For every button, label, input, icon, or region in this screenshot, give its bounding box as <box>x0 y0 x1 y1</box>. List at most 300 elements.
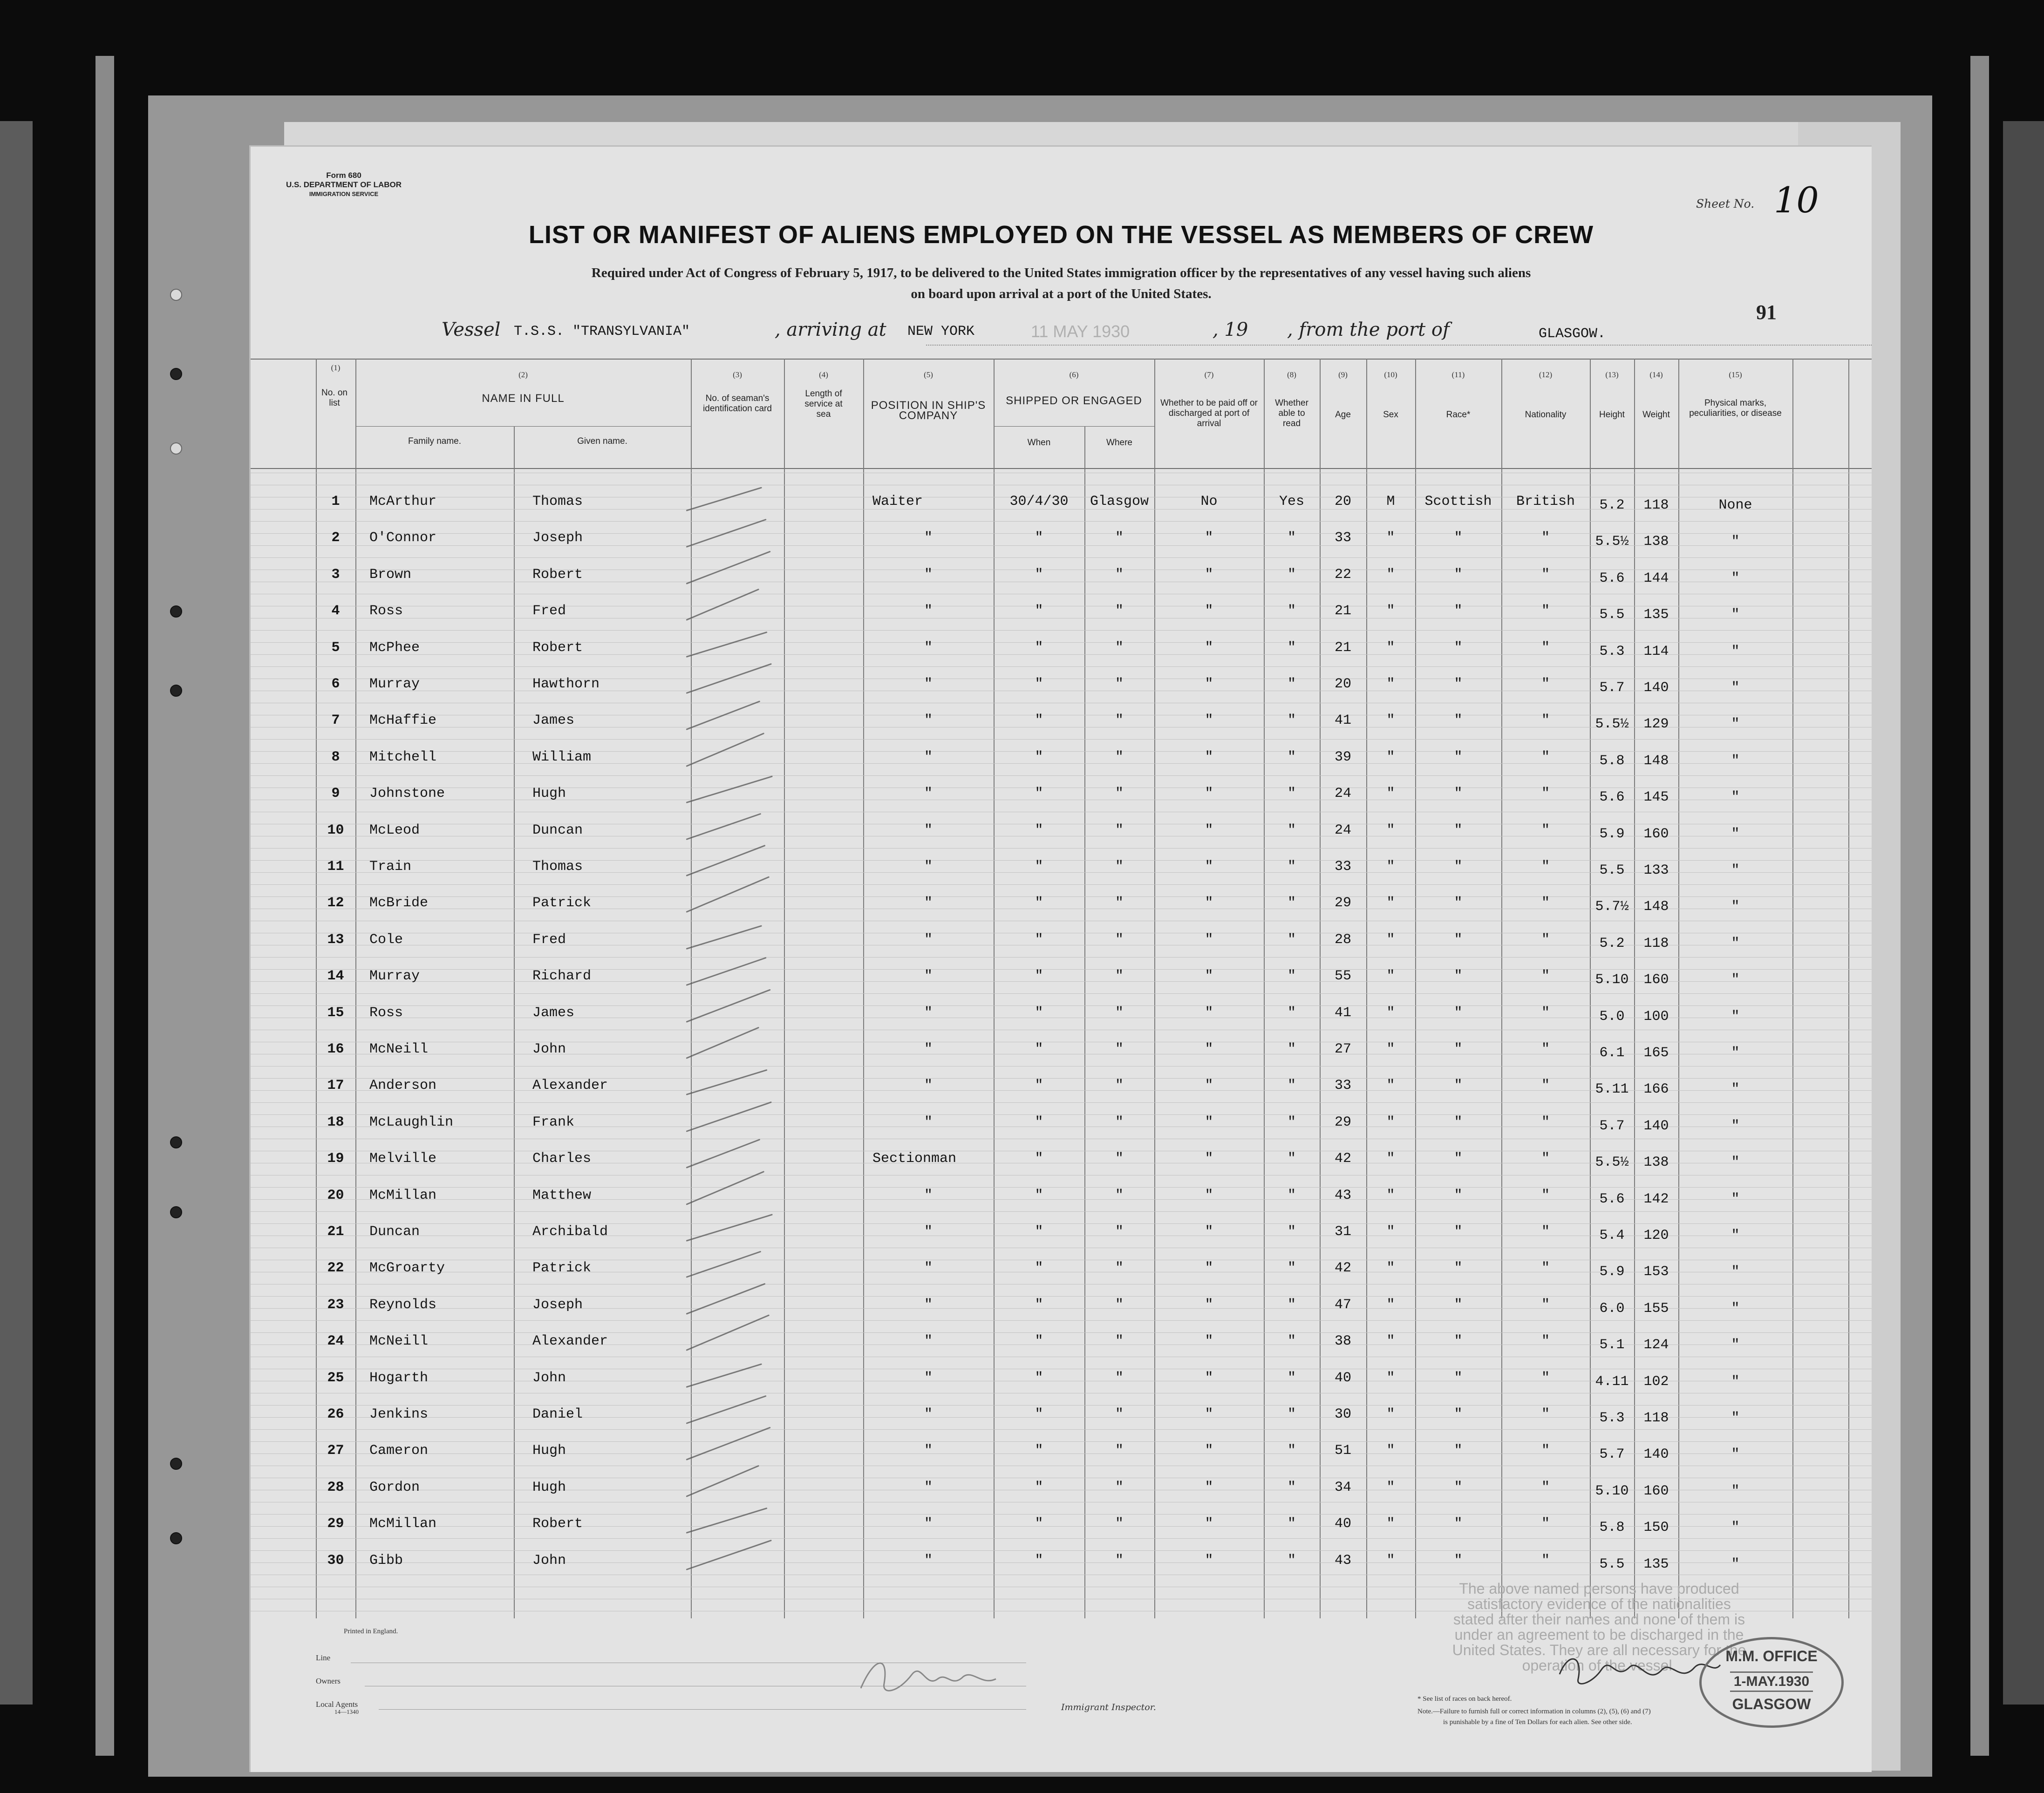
cell-weight: 145 <box>1643 789 1669 806</box>
cell-weight: 120 <box>1643 1228 1669 1243</box>
cell-race: " <box>1454 1260 1463 1277</box>
cell-weight: 140 <box>1643 1118 1669 1134</box>
cell-weight: 114 <box>1643 643 1669 659</box>
cell-race: " <box>1454 1406 1463 1422</box>
cell-family: Ross <box>369 603 403 619</box>
cell-given: John <box>532 1370 566 1386</box>
cell-when: " <box>1035 1370 1043 1386</box>
cell-when: " <box>1035 603 1043 619</box>
cell-age: 47 <box>1334 1297 1351 1313</box>
cell-nationality: " <box>1541 1041 1550 1057</box>
manifest-sheet <box>249 145 1872 1772</box>
cell-race: " <box>1454 1078 1463 1094</box>
cell-when: " <box>1035 1260 1043 1277</box>
cell-no: 11 <box>327 859 344 875</box>
cell-position: " <box>924 1552 933 1569</box>
cell-when: " <box>1035 859 1043 875</box>
cell-read: " <box>1287 1406 1296 1422</box>
cell-sex: " <box>1386 749 1395 765</box>
cell-sex: " <box>1386 786 1395 802</box>
pencil-tick-mark <box>686 1395 767 1424</box>
cell-family: Johnstone <box>369 786 445 802</box>
date-stamp: 11 MAY 1930 <box>1031 322 1130 341</box>
cell-position: " <box>924 1406 933 1422</box>
film-edge-right <box>1970 56 1989 1756</box>
cell-nationality: " <box>1541 1370 1550 1386</box>
sheet-label: Sheet No. <box>1696 197 1755 211</box>
cell-age: 29 <box>1334 895 1351 911</box>
cell-nationality: " <box>1541 859 1550 875</box>
cell-weight: 133 <box>1643 863 1669 878</box>
cell-nationality: " <box>1541 931 1550 948</box>
cell-sex: " <box>1386 1443 1395 1459</box>
cell-sex: " <box>1386 1005 1395 1021</box>
cell-family: Murray <box>369 676 420 692</box>
cell-read: " <box>1287 1370 1296 1386</box>
cell-when: " <box>1035 1443 1043 1459</box>
cell-race: " <box>1454 822 1463 838</box>
subtitle-line-2: on board upon arrival at a port of the United States. <box>911 286 1212 301</box>
ruled-line <box>251 521 1872 522</box>
cell-family: Gibb <box>369 1552 403 1569</box>
cell-nationality: British <box>1516 494 1575 509</box>
fine-note-1: Note.—Failure to furnish full or correct information in columns (2), (5), (6) and (7) <box>1417 1708 1651 1715</box>
cell-paid: " <box>1205 1297 1213 1313</box>
cell-family: Melville <box>369 1151 437 1167</box>
cell-nationality: " <box>1541 1552 1550 1569</box>
cell-age: 22 <box>1334 566 1351 583</box>
cell-given: James <box>532 713 575 729</box>
cell-where: " <box>1115 1078 1124 1094</box>
cell-family: Reynolds <box>369 1297 437 1313</box>
cell-sex: " <box>1386 1333 1395 1350</box>
header-sex: Sex <box>1383 410 1398 420</box>
cell-paid: " <box>1205 1443 1213 1459</box>
cell-where: " <box>1115 1370 1124 1386</box>
cell-age: 43 <box>1334 1552 1351 1569</box>
cell-paid: " <box>1205 676 1213 692</box>
cell-position: " <box>924 931 933 948</box>
cell-nationality: " <box>1541 603 1550 619</box>
cell-family: McMillan <box>369 1516 437 1532</box>
cell-given: John <box>532 1552 566 1569</box>
cell-nationality: " <box>1541 713 1550 729</box>
cell-where: " <box>1115 968 1124 985</box>
binder-hole <box>170 368 182 380</box>
cell-race: " <box>1454 931 1463 948</box>
colnum-5: (5) <box>924 370 933 379</box>
cell-marks: " <box>1731 753 1740 769</box>
cell-nationality: " <box>1541 1260 1550 1277</box>
form-header <box>283 171 404 199</box>
cell-no: 14 <box>327 968 344 985</box>
cell-height: 5.5½ <box>1595 534 1629 550</box>
ruled-line <box>251 1320 1872 1321</box>
ruled-line <box>251 775 1872 776</box>
cell-where: " <box>1115 1552 1124 1569</box>
cell-sex: " <box>1386 1479 1395 1495</box>
cell-family: Jenkins <box>369 1406 429 1422</box>
cell-race: " <box>1454 676 1463 692</box>
cell-where: " <box>1115 1114 1124 1130</box>
cell-weight: 166 <box>1643 1081 1669 1098</box>
cell-given: Hugh <box>532 1479 566 1495</box>
ruled-line <box>251 1405 1872 1406</box>
cell-no: 24 <box>327 1333 344 1350</box>
cell-when: " <box>1035 822 1043 838</box>
cell-marks: " <box>1731 1483 1740 1499</box>
cell-read: " <box>1287 786 1296 802</box>
header-where: Where <box>1106 438 1132 448</box>
cell-marks: " <box>1731 1447 1740 1463</box>
cell-position: Waiter <box>872 494 923 509</box>
cell-given: Robert <box>532 639 583 656</box>
cell-family: Gordon <box>369 1479 420 1495</box>
cell-position: " <box>924 1333 933 1350</box>
ruled-line <box>251 884 1872 885</box>
cell-race: " <box>1454 1333 1463 1350</box>
binder-hole <box>170 1532 182 1544</box>
binder-hole <box>170 442 182 455</box>
header-able-read: Whether able to read <box>1275 398 1308 428</box>
cell-weight: 144 <box>1643 570 1669 586</box>
cell-height: 5.10 <box>1595 1483 1629 1499</box>
cell-given: Frank <box>532 1114 575 1130</box>
department-name: U.S. DEPARTMENT OF LABOR <box>286 180 402 189</box>
cell-where: " <box>1115 822 1124 838</box>
cell-paid: " <box>1205 1552 1213 1569</box>
cell-race: " <box>1454 1187 1463 1203</box>
stamp-office: M.M. OFFICE <box>1725 1648 1818 1664</box>
cell-paid: " <box>1205 1370 1213 1386</box>
cell-age: 40 <box>1334 1516 1351 1532</box>
cell-given: Charles <box>532 1151 592 1167</box>
cell-read: " <box>1287 639 1296 656</box>
cell-family: Anderson <box>369 1078 437 1094</box>
cell-weight: 118 <box>1643 1410 1669 1426</box>
cell-when: " <box>1035 1187 1043 1203</box>
cell-nationality: " <box>1541 786 1550 802</box>
ruled-line <box>251 1441 1872 1442</box>
cell-family: McHaffie <box>369 713 437 729</box>
cell-when: " <box>1035 749 1043 765</box>
cell-where: " <box>1115 1443 1124 1459</box>
cell-paid: " <box>1205 931 1213 948</box>
cell-when: " <box>1035 530 1043 546</box>
ruled-line <box>251 1538 1872 1539</box>
cell-marks: " <box>1731 789 1740 806</box>
header-age: Age <box>1335 410 1351 420</box>
cell-height: 5.7½ <box>1595 899 1629 915</box>
cell-where: " <box>1115 1516 1124 1532</box>
binder-hole <box>170 1136 182 1148</box>
cell-weight: 165 <box>1643 1045 1669 1061</box>
cell-sex: " <box>1386 1151 1395 1167</box>
cell-no: 26 <box>327 1406 344 1422</box>
cell-family: Brown <box>369 566 412 583</box>
cell-height: 5.7 <box>1599 1118 1625 1134</box>
pencil-tick-mark <box>686 733 764 767</box>
cell-age: 21 <box>1334 603 1351 619</box>
cell-when: " <box>1035 1041 1043 1057</box>
colnum-15: (15) <box>1729 370 1742 379</box>
header-when: When <box>1027 438 1051 448</box>
cell-marks: " <box>1731 899 1740 915</box>
cell-family: McLeod <box>369 822 420 838</box>
cell-read: " <box>1287 1479 1296 1495</box>
cell-no: 21 <box>327 1224 344 1240</box>
cell-nationality: " <box>1541 822 1550 838</box>
cell-paid: " <box>1205 859 1213 875</box>
cell-paid: " <box>1205 530 1213 546</box>
cell-read: " <box>1287 859 1296 875</box>
cell-height: 5.3 <box>1599 1410 1625 1426</box>
cell-no: 1 <box>331 494 340 509</box>
cell-marks: " <box>1731 1556 1740 1572</box>
cell-no: 30 <box>327 1552 344 1569</box>
cell-race: " <box>1454 530 1463 546</box>
cell-race: " <box>1454 639 1463 656</box>
cell-when: " <box>1035 1406 1043 1422</box>
cell-read: " <box>1287 713 1296 729</box>
cell-height: 5.5 <box>1599 863 1625 878</box>
ruled-line <box>251 557 1872 558</box>
colnum-12: (12) <box>1539 370 1553 379</box>
cell-race: " <box>1454 1479 1463 1495</box>
cell-paid: " <box>1205 786 1213 802</box>
cell-no: 16 <box>327 1041 344 1057</box>
cell-age: 24 <box>1334 822 1351 838</box>
cell-given: Robert <box>532 1516 583 1532</box>
cell-sex: " <box>1386 1260 1395 1277</box>
stamp-city: GLASGOW <box>1732 1696 1811 1712</box>
cell-read: " <box>1287 566 1296 583</box>
cell-where: " <box>1115 1406 1124 1422</box>
cell-marks: " <box>1731 935 1740 951</box>
agents-label: Local Agents <box>316 1700 358 1709</box>
cell-age: 29 <box>1334 1114 1351 1130</box>
cell-marks: " <box>1731 1008 1740 1025</box>
cell-race: " <box>1454 1443 1463 1459</box>
cell-weight: 153 <box>1643 1264 1669 1280</box>
cell-marks: " <box>1731 1118 1740 1134</box>
cell-given: Robert <box>532 566 583 583</box>
cell-height: 5.3 <box>1599 643 1625 659</box>
binder-hole <box>170 685 182 697</box>
cell-race: " <box>1454 1151 1463 1167</box>
header-family-name: Family name. <box>408 436 462 446</box>
pencil-tick-mark <box>686 1101 772 1132</box>
agents-rule <box>379 1709 1026 1710</box>
cell-race: " <box>1454 1114 1463 1130</box>
cell-where: " <box>1115 1260 1124 1277</box>
binder-hole <box>170 605 182 618</box>
cell-nationality: " <box>1541 1443 1550 1459</box>
cell-given: Joseph <box>532 530 583 546</box>
cell-marks: " <box>1731 643 1740 659</box>
cell-where: " <box>1115 1041 1124 1057</box>
line-label: Line <box>316 1653 331 1662</box>
cell-height: 5.6 <box>1599 1191 1625 1207</box>
cell-paid: " <box>1205 1078 1213 1094</box>
cell-when: " <box>1035 566 1043 583</box>
cell-sex: " <box>1386 676 1395 692</box>
cell-age: 51 <box>1334 1443 1351 1459</box>
cell-no: 19 <box>327 1151 344 1167</box>
cell-weight: 148 <box>1643 753 1669 769</box>
cell-when: " <box>1035 1552 1043 1569</box>
cell-height: 4.11 <box>1595 1373 1629 1390</box>
page-title: LIST OR MANIFEST OF ALIENS EMPLOYED ON THE VESSEL AS MEMBERS OF CREW <box>528 221 1594 249</box>
cell-age: 27 <box>1334 1041 1351 1057</box>
cell-family: McNeill <box>369 1333 429 1350</box>
cell-marks: " <box>1731 570 1740 586</box>
cell-weight: 160 <box>1643 972 1669 988</box>
colnum-6: (6) <box>1069 370 1079 379</box>
cell-age: 41 <box>1334 1005 1351 1021</box>
cell-paid: " <box>1205 749 1213 765</box>
cell-position: " <box>924 968 933 985</box>
cell-height: 5.5½ <box>1595 1155 1629 1171</box>
cell-weight: 140 <box>1643 1447 1669 1463</box>
ruled-line <box>251 1332 1872 1333</box>
cell-nationality: " <box>1541 968 1550 985</box>
certification-stamp: The above named persons have produced satisfactory evidence of the nationalities stated after their names and none of them is under an agreement to be discharged in the United States. They are all necessary for the operation of the vessel. <box>1452 1580 1746 1674</box>
cell-sex: " <box>1386 1516 1395 1532</box>
cell-nationality: " <box>1541 1479 1550 1495</box>
cell-weight: 138 <box>1643 534 1669 550</box>
cell-read: " <box>1287 676 1296 692</box>
inspector-label: Immigrant Inspector. <box>1061 1702 1156 1712</box>
cell-no: 18 <box>327 1114 344 1130</box>
cell-sex: " <box>1386 931 1395 948</box>
table-top-rule <box>251 359 1872 360</box>
cell-sex: " <box>1386 822 1395 838</box>
cell-family: McArthur <box>369 494 437 509</box>
column-divider <box>514 426 515 1618</box>
cell-when: " <box>1035 786 1043 802</box>
cell-paid: " <box>1205 968 1213 985</box>
cell-family: Cameron <box>369 1443 429 1459</box>
cell-height: 5.9 <box>1599 1264 1625 1280</box>
cell-read: " <box>1287 603 1296 619</box>
cell-position: " <box>924 1479 933 1495</box>
cell-age: 43 <box>1334 1187 1351 1203</box>
header-height: Height <box>1599 410 1625 420</box>
cell-paid: " <box>1205 639 1213 656</box>
cell-race: " <box>1454 713 1463 729</box>
cell-read: " <box>1287 968 1296 985</box>
pencil-tick-mark <box>686 1508 768 1534</box>
cell-age: 28 <box>1334 931 1351 948</box>
cell-given: Thomas <box>532 494 583 509</box>
ruled-line <box>251 1514 1872 1515</box>
cell-no: 3 <box>331 566 340 583</box>
cell-read: Yes <box>1279 494 1304 509</box>
cell-paid: " <box>1205 1224 1213 1240</box>
cell-when: " <box>1035 1151 1043 1167</box>
inspector-signature <box>856 1651 1001 1702</box>
cell-age: 30 <box>1334 1406 1351 1422</box>
cell-where: " <box>1115 1151 1124 1167</box>
cell-nationality: " <box>1541 1297 1550 1313</box>
cell-age: 38 <box>1334 1333 1351 1350</box>
form-number: Form 680 <box>326 171 361 180</box>
cell-given: Daniel <box>532 1406 583 1422</box>
cell-weight: 140 <box>1643 680 1669 696</box>
ruled-line <box>251 1550 1872 1551</box>
cell-weight: 160 <box>1643 826 1669 842</box>
cell-weight: 148 <box>1643 899 1669 915</box>
cell-when: " <box>1035 1005 1043 1021</box>
cell-marks: " <box>1731 680 1740 696</box>
cell-where: " <box>1115 1224 1124 1240</box>
vessel-label: Vessel <box>442 319 501 340</box>
cell-given: Richard <box>532 968 592 985</box>
ruled-line <box>251 993 1872 994</box>
cell-no: 8 <box>331 749 340 765</box>
cell-weight: 118 <box>1643 935 1669 951</box>
cell-when: " <box>1035 1333 1043 1350</box>
cell-read: " <box>1287 1187 1296 1203</box>
header-no-on-list: No. on list <box>321 388 347 408</box>
cell-race: " <box>1454 1297 1463 1313</box>
cell-position: " <box>924 713 933 729</box>
colnum-4: (4) <box>819 370 828 379</box>
cell-height: 5.10 <box>1595 972 1629 988</box>
cell-where: " <box>1115 1005 1124 1021</box>
cell-age: 33 <box>1334 530 1351 546</box>
cell-nationality: " <box>1541 566 1550 583</box>
cell-marks: " <box>1731 1264 1740 1280</box>
from-port: GLASGOW. <box>1539 326 1606 342</box>
cell-race: " <box>1454 968 1463 985</box>
cell-sex: " <box>1386 1552 1395 1569</box>
cell-weight: 118 <box>1643 497 1669 513</box>
cell-nationality: " <box>1541 676 1550 692</box>
sheet-number: 10 <box>1774 179 1819 221</box>
cell-age: 39 <box>1334 749 1351 765</box>
cell-paid: " <box>1205 1114 1213 1130</box>
cell-no: 13 <box>327 931 344 948</box>
cell-when: " <box>1035 1224 1043 1240</box>
cell-read: " <box>1287 1224 1296 1240</box>
races-note: * See list of races on back hereof. <box>1417 1695 1512 1703</box>
pencil-tick-mark <box>686 1171 764 1205</box>
cell-position: " <box>924 603 933 619</box>
cell-sex: " <box>1386 1297 1395 1313</box>
cell-weight: 138 <box>1643 1155 1669 1171</box>
cell-marks: " <box>1731 607 1740 623</box>
cell-weight: 100 <box>1643 1008 1669 1025</box>
cell-read: " <box>1287 1260 1296 1277</box>
cell-nationality: " <box>1541 1114 1550 1130</box>
cell-paid: " <box>1205 1406 1213 1422</box>
ruled-line <box>251 1211 1872 1212</box>
service-name: IMMIGRATION SERVICE <box>309 190 379 197</box>
cell-position: " <box>924 1078 933 1094</box>
header-bottom-rule <box>251 468 1872 469</box>
cell-sex: " <box>1386 1370 1395 1386</box>
header-paid-off: Whether to be paid off or discharged at port of arrival <box>1160 398 1258 428</box>
cell-age: 33 <box>1334 859 1351 875</box>
colnum-1: (1) <box>331 363 341 372</box>
colnum-11: (11) <box>1451 370 1465 379</box>
cell-weight: 142 <box>1643 1191 1669 1207</box>
cell-height: 6.0 <box>1599 1300 1625 1317</box>
cell-height: 5.7 <box>1599 680 1625 696</box>
cell-where: " <box>1115 676 1124 692</box>
